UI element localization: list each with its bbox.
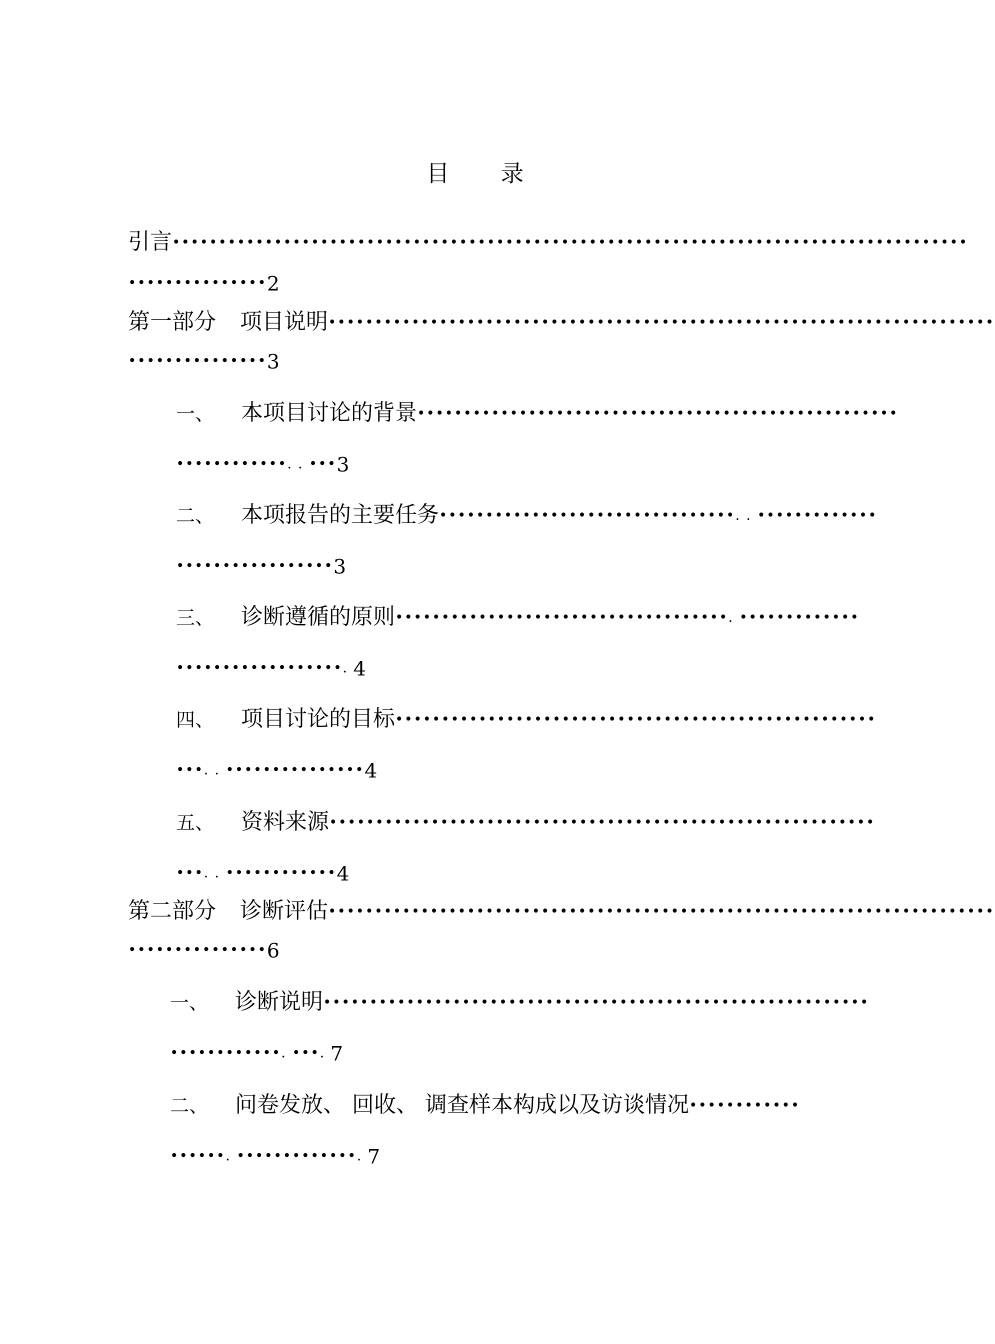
entry-title: 本项目讨论的背景 [241, 401, 418, 426]
page-number: 7 [330, 1041, 344, 1066]
leader-dots: •••. . •••••••••••• [176, 865, 337, 882]
toc-entry-continuation [176, 653, 366, 683]
page-number: 4 [364, 758, 378, 783]
entry-title: 项目说明 [240, 310, 329, 335]
toc-entry-diagnosis-notes[interactable] [170, 985, 870, 1021]
leader-dots: ••••••••••••••••••••••••••••••••••••••••••••••••••••••••••• [329, 815, 876, 831]
page-number: 4 [336, 861, 350, 886]
toc-entry-continuation [176, 755, 377, 785]
entry-title: 诊断遵循的原则 [241, 605, 396, 630]
leader-dots: ••••••••••••••••••••••••••••••••. . ••••••••••••• [439, 508, 878, 524]
page-number: 7 [367, 1144, 381, 1169]
entry-number: 三、 [176, 607, 215, 629]
part-label: 第二部分 [128, 899, 217, 924]
page-number: 2 [266, 271, 280, 296]
leader-dots: •••••••••••••••••••••••••••••••••••••••••••••••••••• [417, 406, 899, 422]
entry-number: 四、 [176, 709, 215, 731]
entry-number: 一、 [176, 403, 215, 425]
page-title: 目 录 [426, 161, 546, 187]
entry-title: 引言 [128, 230, 173, 255]
toc-entry-continuation [170, 1038, 343, 1068]
leader-dots: ••••••••••••••••••. [176, 660, 349, 677]
entry-title: 本项报告的主要任务 [241, 503, 440, 528]
entry-number: 二、 [176, 505, 215, 527]
toc-entry-intro[interactable] [128, 225, 969, 261]
leader-dots: •••••••••••••••••••••••••••••••••••••••••••••••••••••••••••••••••••••••• [328, 904, 995, 920]
leader-dots: ••••••••••••••••••••••••••••••••••••. ••••••••••••• [395, 610, 860, 626]
toc-entry-continuation [176, 449, 349, 479]
toc-entry-continuation [176, 551, 346, 581]
leader-dots: •••. . ••••••••••••••• [176, 762, 365, 779]
page-number: 6 [266, 938, 280, 963]
leader-dots: ••••••••••••. •••. [170, 1045, 326, 1062]
leader-dots: •••••••••••••••••••••••••••••••••••••••••••••••••••• [395, 712, 877, 728]
leader-dots: ••••••••••••••• [128, 353, 267, 370]
toc-entry-principles[interactable] [176, 600, 860, 636]
leader-dots: •••••••••••• [689, 1098, 801, 1114]
toc-entry-tasks[interactable] [176, 498, 878, 534]
entry-number: 一、 [170, 992, 209, 1014]
toc-entry-continuation [128, 935, 280, 965]
toc-entry-continuation [128, 268, 280, 298]
entry-number: 二、 [170, 1095, 209, 1117]
toc-entry-continuation [176, 858, 349, 888]
entry-title: 诊断评估 [240, 899, 329, 924]
entry-title: 项目讨论的目标 [241, 707, 396, 732]
toc-entry-background[interactable] [176, 396, 899, 432]
leader-dots: ••••••. •••••••••••••. [170, 1148, 363, 1165]
leader-dots: ••••••••••••••••••••••••••••••••••••••••••••••••••••••••••• [323, 995, 870, 1011]
toc-entry-continuation [128, 346, 280, 376]
toc-entry-part-one[interactable] [128, 305, 995, 341]
leader-dots: ••••••••••••••••• [176, 558, 334, 575]
entry-title: 问卷发放、 回收、 调查样本构成以及访谈情况 [235, 1093, 689, 1118]
toc-entry-sources[interactable] [176, 805, 876, 841]
entry-title: 诊断说明 [235, 990, 324, 1015]
leader-dots: ••••••••••••. . ••• [176, 456, 337, 473]
page-number: 3 [336, 452, 350, 477]
leader-dots: ••••••••••••••• [128, 275, 267, 292]
part-label: 第一部分 [128, 310, 217, 335]
entry-title: 资料来源 [241, 810, 330, 835]
toc-entry-goals[interactable] [176, 702, 877, 738]
leader-dots: ••••••••••••••• [128, 942, 267, 959]
leader-dots: •••••••••••••••••••••••••••••••••••••••••••••••••••••••••••••••••••••••••••••••••••••• [172, 235, 969, 251]
toc-entry-part-two[interactable] [128, 894, 995, 930]
page-number: 3 [266, 349, 280, 374]
leader-dots: •••••••••••••••••••••••••••••••••••••••••••••••••••••••••••••••••••••••• [328, 315, 995, 331]
toc-entry-survey[interactable] [170, 1088, 824, 1124]
toc-entry-continuation [170, 1141, 380, 1171]
page-number: 3 [333, 554, 347, 579]
page-number: 4 [353, 656, 366, 681]
entry-number: 五、 [176, 812, 215, 834]
